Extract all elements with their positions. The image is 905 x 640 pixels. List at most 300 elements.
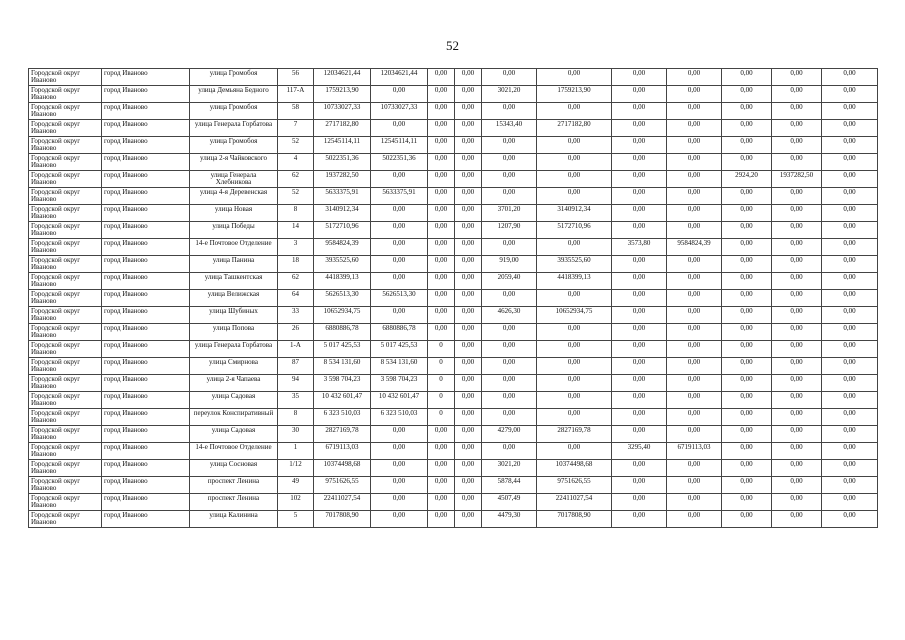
table-cell: 0,00 bbox=[537, 358, 612, 375]
table-cell: 0,00 bbox=[667, 341, 722, 358]
table-cell: Городской округ Иваново bbox=[29, 443, 102, 460]
table-cell: 10374498,68 bbox=[537, 460, 612, 477]
table-cell: 0,00 bbox=[428, 171, 455, 188]
table-cell: 0,00 bbox=[482, 188, 537, 205]
table-cell: 0,00 bbox=[822, 154, 878, 171]
table-cell: 0,00 bbox=[822, 392, 878, 409]
table-cell: 0,00 bbox=[482, 239, 537, 256]
table-cell: 5022351,36 bbox=[314, 154, 371, 171]
table-cell: 12034621,44 bbox=[314, 69, 371, 86]
table-cell: 0,00 bbox=[772, 256, 822, 273]
table-cell: 0,00 bbox=[537, 443, 612, 460]
table-cell: 0,00 bbox=[612, 222, 667, 239]
table-cell: Городской округ Иваново bbox=[29, 307, 102, 324]
table-cell: 22411027,54 bbox=[314, 494, 371, 511]
table-cell: улица Громобоя bbox=[190, 103, 278, 120]
table-cell: 0,00 bbox=[667, 375, 722, 392]
table-cell: 52 bbox=[278, 188, 314, 205]
table-cell: 0,00 bbox=[428, 494, 455, 511]
table-cell: 0,00 bbox=[822, 307, 878, 324]
table-cell: 4418399,13 bbox=[537, 273, 612, 290]
table-cell: 2827169,78 bbox=[314, 426, 371, 443]
table-cell: 3701,20 bbox=[482, 205, 537, 222]
table-cell: 0,00 bbox=[822, 86, 878, 103]
table-cell: 0,00 bbox=[371, 494, 428, 511]
table-cell: улица Громобоя bbox=[190, 69, 278, 86]
table-cell: 6719113,03 bbox=[667, 443, 722, 460]
table-cell: 0,00 bbox=[455, 222, 482, 239]
table-cell: 2827169,78 bbox=[537, 426, 612, 443]
table-cell: Городской округ Иваново bbox=[29, 188, 102, 205]
table-cell: улица 2-я Чапаева bbox=[190, 375, 278, 392]
table-cell: 0,00 bbox=[455, 171, 482, 188]
table-cell: 3 bbox=[278, 239, 314, 256]
table-cell: город Иваново bbox=[102, 460, 190, 477]
table-body bbox=[29, 69, 878, 528]
table-cell: 0,00 bbox=[772, 375, 822, 392]
table-cell: 0,00 bbox=[772, 341, 822, 358]
table-cell: 0,00 bbox=[455, 120, 482, 137]
table-cell: 1937282,50 bbox=[314, 171, 371, 188]
table-cell: 35 bbox=[278, 392, 314, 409]
table-row bbox=[29, 477, 878, 494]
table-cell: 62 bbox=[278, 273, 314, 290]
table-cell: 0,00 bbox=[772, 307, 822, 324]
table-cell: 0,00 bbox=[822, 171, 878, 188]
table-cell: 0 bbox=[428, 358, 455, 375]
table-cell: 2059,40 bbox=[482, 273, 537, 290]
table-cell: 0,00 bbox=[612, 375, 667, 392]
table-cell: 0,00 bbox=[822, 375, 878, 392]
table-cell: 0,00 bbox=[371, 511, 428, 528]
table-cell: 6719113,03 bbox=[314, 443, 371, 460]
table-cell: 0,00 bbox=[822, 222, 878, 239]
table-cell: город Иваново bbox=[102, 103, 190, 120]
table-cell: 0,00 bbox=[455, 358, 482, 375]
page-number: 52 bbox=[446, 38, 459, 53]
table-cell: 0,00 bbox=[822, 426, 878, 443]
table-cell: 3935525,60 bbox=[314, 256, 371, 273]
table-cell: 0,00 bbox=[772, 205, 822, 222]
table-cell: проспект Ленина bbox=[190, 494, 278, 511]
table-cell: 0,00 bbox=[455, 69, 482, 86]
table-cell: 0,00 bbox=[667, 154, 722, 171]
table-cell: 0,00 bbox=[612, 103, 667, 120]
table-row bbox=[29, 69, 878, 86]
table-cell: 94 bbox=[278, 375, 314, 392]
table-cell: 4479,30 bbox=[482, 511, 537, 528]
table-cell: 0,00 bbox=[722, 239, 772, 256]
table-cell: 0,00 bbox=[772, 222, 822, 239]
table-cell: город Иваново bbox=[102, 290, 190, 307]
table-cell: 102 bbox=[278, 494, 314, 511]
table-row bbox=[29, 494, 878, 511]
table-cell: 0,00 bbox=[371, 307, 428, 324]
table-cell: город Иваново bbox=[102, 188, 190, 205]
table-cell: 5172710,96 bbox=[537, 222, 612, 239]
table-cell: Городской округ Иваново bbox=[29, 290, 102, 307]
table-row bbox=[29, 460, 878, 477]
table-cell: 56 bbox=[278, 69, 314, 86]
table-cell: 3 598 704,23 bbox=[371, 375, 428, 392]
table-cell: 4418399,13 bbox=[314, 273, 371, 290]
table-cell: 0,00 bbox=[428, 324, 455, 341]
table-cell: 0,00 bbox=[772, 477, 822, 494]
table-row bbox=[29, 375, 878, 392]
table-cell: 0,00 bbox=[772, 324, 822, 341]
table-cell: Городской округ Иваново bbox=[29, 375, 102, 392]
table-cell: 0 bbox=[428, 375, 455, 392]
table-cell: 0,00 bbox=[371, 239, 428, 256]
table-cell: 5633375,91 bbox=[371, 188, 428, 205]
table-cell: 0,00 bbox=[482, 392, 537, 409]
table-cell: 0,00 bbox=[455, 494, 482, 511]
table-cell: 0,00 bbox=[482, 103, 537, 120]
table-cell: 0,00 bbox=[667, 188, 722, 205]
table-row bbox=[29, 426, 878, 443]
table-cell: 0,00 bbox=[428, 103, 455, 120]
table-cell: 0,00 bbox=[371, 256, 428, 273]
table-cell: 2717182,80 bbox=[314, 120, 371, 137]
table-cell: 18 bbox=[278, 256, 314, 273]
table-cell: 0,00 bbox=[482, 137, 537, 154]
table-cell: 0,00 bbox=[822, 239, 878, 256]
table-cell: 0,00 bbox=[612, 154, 667, 171]
table-cell: улица Сосновая bbox=[190, 460, 278, 477]
table-cell: 0,00 bbox=[822, 477, 878, 494]
table-cell: город Иваново bbox=[102, 324, 190, 341]
table-cell: 0,00 bbox=[371, 205, 428, 222]
table-cell: 0,00 bbox=[722, 409, 772, 426]
data-table bbox=[28, 68, 878, 528]
table-cell: улица Громобоя bbox=[190, 137, 278, 154]
table-row bbox=[29, 239, 878, 256]
table-cell: улица 2-я Чайковского bbox=[190, 154, 278, 171]
table-cell: 0,00 bbox=[772, 409, 822, 426]
table-cell: 1-А bbox=[278, 341, 314, 358]
table-cell: Городской округ Иваново bbox=[29, 154, 102, 171]
table-cell: 14-е Почтовое Отделение bbox=[190, 239, 278, 256]
table-cell: 0,00 bbox=[455, 273, 482, 290]
table-cell: 1 bbox=[278, 443, 314, 460]
table-cell: 0,00 bbox=[722, 290, 772, 307]
table-cell: 0,00 bbox=[537, 375, 612, 392]
table-cell: 0,00 bbox=[822, 273, 878, 290]
table-cell: 0,00 bbox=[455, 137, 482, 154]
table-cell: Городской округ Иваново bbox=[29, 409, 102, 426]
table-cell: 0,00 bbox=[612, 290, 667, 307]
table-cell: город Иваново bbox=[102, 426, 190, 443]
table-cell: 0 bbox=[428, 392, 455, 409]
table-row bbox=[29, 154, 878, 171]
table-cell: 0,00 bbox=[722, 69, 772, 86]
table-cell: 8 bbox=[278, 205, 314, 222]
table-cell: 0,00 bbox=[455, 409, 482, 426]
table-row bbox=[29, 392, 878, 409]
table-cell: 0,00 bbox=[722, 86, 772, 103]
table-cell: 0,00 bbox=[722, 324, 772, 341]
table-cell: улица 4-я Деревенская bbox=[190, 188, 278, 205]
table-cell: 0,00 bbox=[455, 256, 482, 273]
table-cell: город Иваново bbox=[102, 341, 190, 358]
table-cell: Городской округ Иваново bbox=[29, 273, 102, 290]
table-cell: 3021,20 bbox=[482, 86, 537, 103]
table-cell: 0,00 bbox=[612, 392, 667, 409]
table-cell: 0,00 bbox=[428, 511, 455, 528]
table-cell: 0,00 bbox=[772, 494, 822, 511]
table-cell: 0,00 bbox=[722, 222, 772, 239]
table-cell: 0,00 bbox=[772, 443, 822, 460]
table-cell: 5633375,91 bbox=[314, 188, 371, 205]
table-cell: город Иваново bbox=[102, 154, 190, 171]
table-cell: 4279,00 bbox=[482, 426, 537, 443]
table-cell: 0,00 bbox=[455, 307, 482, 324]
table-cell: город Иваново bbox=[102, 137, 190, 154]
table-cell: 0,00 bbox=[537, 409, 612, 426]
table-cell: 0,00 bbox=[722, 375, 772, 392]
table-cell: город Иваново bbox=[102, 69, 190, 86]
table-cell: 0,00 bbox=[537, 239, 612, 256]
table-cell: 0,00 bbox=[722, 511, 772, 528]
table-cell: 0,00 bbox=[822, 460, 878, 477]
table-cell: 0,00 bbox=[612, 494, 667, 511]
table-cell: 0,00 bbox=[667, 409, 722, 426]
table-cell: 0,00 bbox=[482, 69, 537, 86]
table-cell: 26 bbox=[278, 324, 314, 341]
table-cell: улица Шубиных bbox=[190, 307, 278, 324]
table-cell: 62 bbox=[278, 171, 314, 188]
table-cell: 0,00 bbox=[371, 273, 428, 290]
table-row bbox=[29, 409, 878, 426]
table-cell: 0,00 bbox=[537, 103, 612, 120]
table-cell: 8 534 131,60 bbox=[371, 358, 428, 375]
table-cell: Городской округ Иваново bbox=[29, 103, 102, 120]
table-cell: 87 bbox=[278, 358, 314, 375]
table-cell: 0,00 bbox=[612, 460, 667, 477]
table-cell: 0,00 bbox=[722, 256, 772, 273]
table-cell: 0,00 bbox=[667, 120, 722, 137]
table-cell: 0,00 bbox=[667, 273, 722, 290]
table-cell: 0,00 bbox=[537, 171, 612, 188]
table-cell: 0,00 bbox=[537, 188, 612, 205]
table-cell: 0,00 bbox=[667, 426, 722, 443]
table-cell: Городской округ Иваново bbox=[29, 324, 102, 341]
table-cell: 0,00 bbox=[612, 341, 667, 358]
table-cell: 6 323 510,03 bbox=[314, 409, 371, 426]
table-cell: 52 bbox=[278, 137, 314, 154]
table-cell: Городской округ Иваново bbox=[29, 256, 102, 273]
table-cell: 33 bbox=[278, 307, 314, 324]
table-cell: 3021,20 bbox=[482, 460, 537, 477]
table-cell: 0,00 bbox=[667, 103, 722, 120]
table-cell: 0,00 bbox=[371, 222, 428, 239]
table-cell: 0,00 bbox=[667, 494, 722, 511]
table-cell: улица Ташкентская bbox=[190, 273, 278, 290]
table-cell: 7017808,90 bbox=[537, 511, 612, 528]
table-cell: Городской округ Иваново bbox=[29, 494, 102, 511]
table-cell: 0,00 bbox=[482, 154, 537, 171]
table-cell: город Иваново bbox=[102, 494, 190, 511]
table-cell: 0,00 bbox=[667, 511, 722, 528]
table-cell: 919,00 bbox=[482, 256, 537, 273]
table-cell: 0,00 bbox=[371, 477, 428, 494]
table-cell: 0,00 bbox=[772, 154, 822, 171]
table-cell: 0,00 bbox=[537, 69, 612, 86]
table-cell: 8 534 131,60 bbox=[314, 358, 371, 375]
table-cell: Городской округ Иваново bbox=[29, 341, 102, 358]
table-cell: 0,00 bbox=[772, 358, 822, 375]
table-cell: 12545114,11 bbox=[371, 137, 428, 154]
table-cell: 0,00 bbox=[772, 392, 822, 409]
table-cell: 0,00 bbox=[371, 86, 428, 103]
table-cell: 9751626,55 bbox=[537, 477, 612, 494]
table-cell: 10652934,75 bbox=[314, 307, 371, 324]
table-cell: 0,00 bbox=[537, 290, 612, 307]
table-cell: 0,00 bbox=[822, 188, 878, 205]
table-cell: 4 bbox=[278, 154, 314, 171]
table-cell: 0,00 bbox=[722, 137, 772, 154]
table-cell: город Иваново bbox=[102, 171, 190, 188]
table-cell: Городской округ Иваново bbox=[29, 511, 102, 528]
table-cell: 3140912,34 bbox=[314, 205, 371, 222]
table-cell: 0,00 bbox=[428, 188, 455, 205]
table-cell: 0,00 bbox=[667, 290, 722, 307]
table-cell: 0,00 bbox=[612, 86, 667, 103]
table-row bbox=[29, 120, 878, 137]
table-cell: 5 017 425,53 bbox=[314, 341, 371, 358]
table-cell: 12545114,11 bbox=[314, 137, 371, 154]
table-cell: 0,00 bbox=[612, 137, 667, 154]
table-cell: 5626513,30 bbox=[371, 290, 428, 307]
table-cell: 0,00 bbox=[537, 341, 612, 358]
table-cell: 5878,44 bbox=[482, 477, 537, 494]
table-cell: 0,00 bbox=[455, 511, 482, 528]
table-cell: 1207,90 bbox=[482, 222, 537, 239]
table-cell: 0,00 bbox=[428, 69, 455, 86]
table-cell: 0,00 bbox=[482, 375, 537, 392]
table-cell: 0,00 bbox=[667, 86, 722, 103]
table-cell: 1759213,90 bbox=[314, 86, 371, 103]
table-cell: Городской округ Иваново bbox=[29, 239, 102, 256]
table-cell: улица Садовая bbox=[190, 392, 278, 409]
table-cell: 14 bbox=[278, 222, 314, 239]
table-cell: 7017808,90 bbox=[314, 511, 371, 528]
table-cell: город Иваново bbox=[102, 443, 190, 460]
table-cell: 0,00 bbox=[822, 256, 878, 273]
table-cell: 0,00 bbox=[428, 239, 455, 256]
table-cell: 0,00 bbox=[612, 256, 667, 273]
table-cell: 2924,20 bbox=[722, 171, 772, 188]
table-cell: 0,00 bbox=[667, 69, 722, 86]
table-cell: 0,00 bbox=[722, 392, 772, 409]
table-row bbox=[29, 188, 878, 205]
table-cell: город Иваново bbox=[102, 392, 190, 409]
table-cell: 0,00 bbox=[428, 290, 455, 307]
table-cell: 0,00 bbox=[822, 205, 878, 222]
table-cell: 0,00 bbox=[612, 324, 667, 341]
table-cell: 0,00 bbox=[667, 307, 722, 324]
table-cell: 9584824,39 bbox=[314, 239, 371, 256]
table-cell: 0,00 bbox=[371, 443, 428, 460]
table-cell: улица Смирнова bbox=[190, 358, 278, 375]
table-cell: Городской округ Иваново bbox=[29, 69, 102, 86]
table-cell: улица Садовая bbox=[190, 426, 278, 443]
table-cell: 0,00 bbox=[822, 137, 878, 154]
table-cell: 3295,40 bbox=[612, 443, 667, 460]
table-cell: город Иваново bbox=[102, 409, 190, 426]
table-cell: 0,00 bbox=[612, 69, 667, 86]
table-cell: город Иваново bbox=[102, 307, 190, 324]
table-row bbox=[29, 205, 878, 222]
table-cell: 0,00 bbox=[612, 120, 667, 137]
table-cell: 5626513,30 bbox=[314, 290, 371, 307]
table-cell: 12034621,44 bbox=[371, 69, 428, 86]
table-cell: 0,00 bbox=[667, 324, 722, 341]
table-cell: 0,00 bbox=[667, 477, 722, 494]
table-cell: 0,00 bbox=[428, 86, 455, 103]
table-cell: 0,00 bbox=[667, 205, 722, 222]
table-cell: 0,00 bbox=[482, 171, 537, 188]
table-row bbox=[29, 171, 878, 188]
table-cell: проспект Ленина bbox=[190, 477, 278, 494]
table-cell: 0,00 bbox=[428, 154, 455, 171]
table-cell: 6880886,78 bbox=[314, 324, 371, 341]
table-cell: 0,00 bbox=[428, 273, 455, 290]
table-cell: Городской округ Иваново bbox=[29, 171, 102, 188]
table-cell: 6 323 510,03 bbox=[371, 409, 428, 426]
table-cell: 0,00 bbox=[667, 137, 722, 154]
table-cell: 14-е Почтовое Отделение bbox=[190, 443, 278, 460]
table-cell: улица Панина bbox=[190, 256, 278, 273]
table-cell: 10 432 601,47 bbox=[371, 392, 428, 409]
table-cell: 0,00 bbox=[822, 290, 878, 307]
table-cell: город Иваново bbox=[102, 256, 190, 273]
table-cell: 0,00 bbox=[722, 120, 772, 137]
table-cell: 0,00 bbox=[722, 188, 772, 205]
table-cell: 0,00 bbox=[722, 307, 772, 324]
table-cell: город Иваново bbox=[102, 120, 190, 137]
table-cell: 0,00 bbox=[455, 103, 482, 120]
table-cell: 0,00 bbox=[482, 290, 537, 307]
table-cell: 0,00 bbox=[667, 171, 722, 188]
table-cell: 5 017 425,53 bbox=[371, 341, 428, 358]
table-cell: 0,00 bbox=[822, 511, 878, 528]
table-cell: 0,00 bbox=[455, 239, 482, 256]
table-cell: 0,00 bbox=[772, 103, 822, 120]
table-cell: 0,00 bbox=[722, 426, 772, 443]
table-cell: 0,00 bbox=[428, 137, 455, 154]
table-row bbox=[29, 86, 878, 103]
table-row bbox=[29, 511, 878, 528]
table-cell: 15343,40 bbox=[482, 120, 537, 137]
table-cell: улица Попова bbox=[190, 324, 278, 341]
table-cell: город Иваново bbox=[102, 239, 190, 256]
table-row bbox=[29, 324, 878, 341]
table-cell: 3935525,60 bbox=[537, 256, 612, 273]
table-cell: 0,00 bbox=[371, 426, 428, 443]
table-cell: 0,00 bbox=[482, 358, 537, 375]
table-cell: 0,00 bbox=[722, 477, 772, 494]
table-cell: 117-А bbox=[278, 86, 314, 103]
table-cell: 0,00 bbox=[667, 392, 722, 409]
table-cell: 0,00 bbox=[722, 154, 772, 171]
table-cell: 1759213,90 bbox=[537, 86, 612, 103]
table-cell: 0,00 bbox=[772, 69, 822, 86]
table-cell: 1937282,50 bbox=[772, 171, 822, 188]
table-cell: 0,00 bbox=[428, 426, 455, 443]
table-cell: 0,00 bbox=[612, 511, 667, 528]
table-cell: 0,00 bbox=[455, 341, 482, 358]
